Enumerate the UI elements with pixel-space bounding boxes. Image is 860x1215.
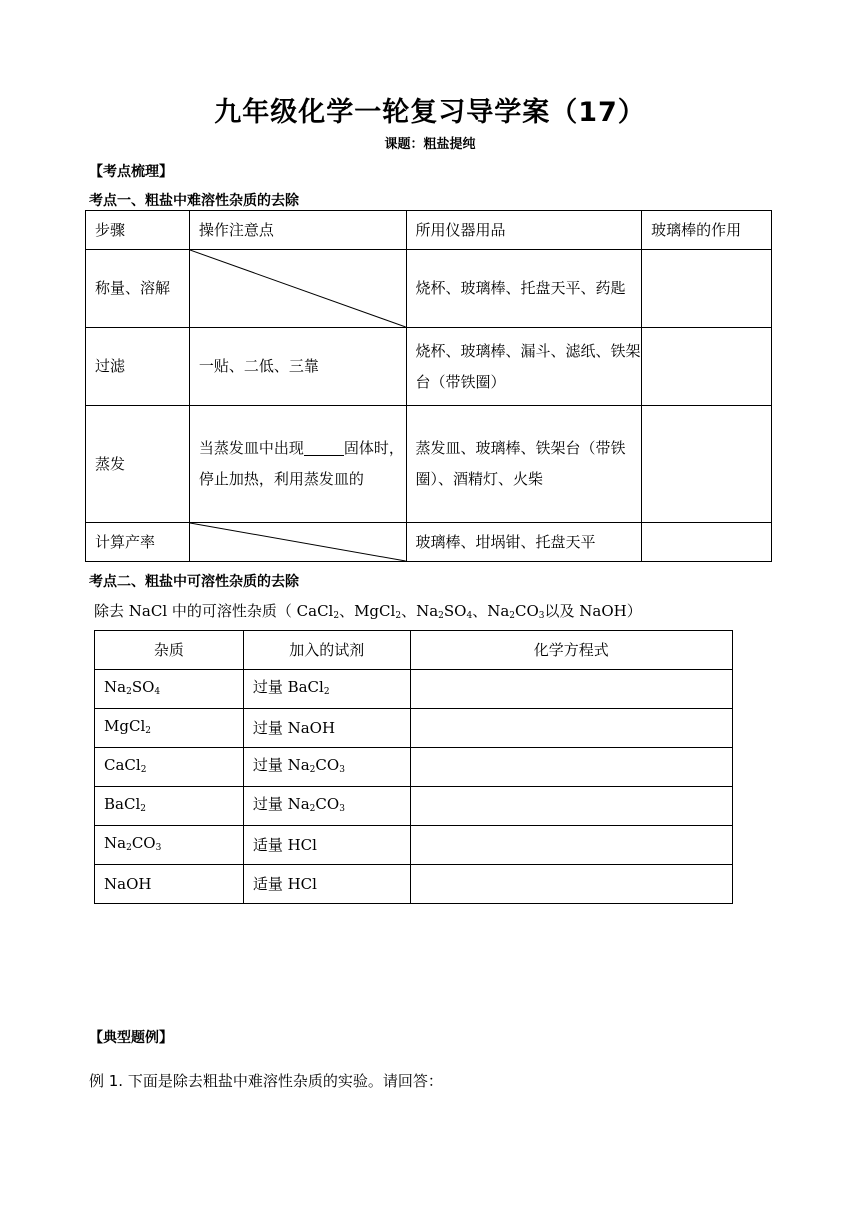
reagent-cell [243, 709, 410, 748]
reagent-subscript: 3 [339, 764, 345, 775]
rod-cell[interactable] [642, 523, 772, 562]
header-cell: 化学方程式 [410, 631, 732, 670]
header-cell: 加入的试剂 [243, 631, 410, 670]
header-cell: 所用仪器用品 [406, 211, 642, 250]
intro-text: SO [443, 602, 467, 620]
note-cell [189, 406, 406, 523]
header-cell: 玻璃棒的作用 [642, 211, 772, 250]
impurity-cell [95, 826, 244, 865]
rod-cell[interactable] [642, 328, 772, 406]
impurity-text: MgCl [104, 716, 146, 735]
soluble-impurity-table [94, 630, 733, 904]
example-1-text: 例 1. 下面是除去粗盐中难溶性杂质的实验。请回答： [89, 1072, 443, 1090]
step-cell: 过滤 [86, 328, 190, 406]
impurity-text: SO [131, 677, 155, 696]
reagent-cell [243, 748, 410, 787]
intro-subscript: 2 [333, 611, 340, 621]
reagent-text: 适量 HCl [252, 875, 317, 893]
reagent-text: CO [315, 755, 340, 774]
impurity-subscript: 2 [145, 725, 151, 736]
intro-text: 、Na [472, 602, 510, 620]
diagonal-blank-cell [189, 523, 406, 562]
intro-text: CO [515, 602, 539, 620]
reagent-cell [243, 670, 410, 709]
impurity-subscript: 2 [126, 686, 132, 697]
impurity-cell [95, 865, 244, 904]
table-row [86, 328, 772, 406]
tools-cell: 玻璃棒、坩埚钳、托盘天平 [406, 523, 642, 562]
reagent-cell [243, 865, 410, 904]
table-row [86, 250, 772, 328]
table-header-row [95, 631, 733, 670]
note-text: 固体时，停止加热，利用蒸发皿的 [198, 439, 404, 488]
impurity-subscript: 4 [154, 686, 161, 697]
reagent-text: 过量 Na [252, 794, 310, 813]
impurity-text: Na [104, 677, 127, 696]
intro-subscript: 2 [395, 611, 402, 621]
table-row [95, 670, 733, 709]
equation-cell[interactable] [410, 787, 732, 826]
table-row [86, 523, 772, 562]
impurity-subscript: 2 [140, 764, 147, 775]
rod-cell[interactable] [642, 406, 772, 523]
table-header-row [86, 211, 772, 250]
point2-heading: 考点二、粗盐中可溶性杂质的去除 [89, 574, 299, 590]
fill-in-blank[interactable] [304, 439, 344, 456]
impurity-text: NaOH [104, 875, 152, 893]
reagent-text: 过量 NaOH [252, 719, 336, 737]
equation-cell[interactable] [410, 748, 732, 787]
note-text: 当蒸发皿中出现 [198, 439, 304, 457]
point2-intro [94, 600, 642, 621]
reagent-text: CO [315, 794, 340, 813]
impurity-subscript: 2 [126, 842, 132, 853]
table-row [95, 826, 733, 865]
equation-cell[interactable] [410, 709, 732, 748]
table-row [95, 865, 733, 904]
intro-subscript: 2 [438, 611, 444, 621]
tools-cell: 蒸发皿、玻璃棒、铁架台（带铁圈）、酒精灯、火柴 [406, 406, 642, 523]
impurity-subscript: 2 [140, 803, 146, 814]
intro-text: 以及 NaOH） [544, 602, 642, 620]
reagent-text: 过量 BaCl [252, 677, 324, 696]
equation-cell[interactable] [410, 826, 732, 865]
table-row [95, 709, 733, 748]
intro-text: 、Na [401, 602, 439, 620]
step-cell: 称量、溶解 [86, 250, 190, 328]
diagonal-blank-cell [189, 250, 406, 328]
intro-subscript: 3 [538, 611, 545, 621]
impurity-subscript: 3 [155, 842, 162, 853]
point1-heading: 考点一、粗盐中难溶性杂质的去除 [89, 193, 299, 209]
intro-text: 、MgCl [339, 602, 396, 620]
intro-subscript: 4 [466, 611, 473, 621]
tools-cell: 烧杯、玻璃棒、漏斗、滤纸、铁架台（带铁圈） [406, 328, 642, 406]
note-cell: 一贴、二低、三靠 [189, 328, 406, 406]
diagonal-line [190, 250, 406, 327]
equation-cell[interactable] [410, 865, 732, 904]
diagonal-line [190, 523, 406, 561]
impurity-text: CaCl [104, 755, 141, 774]
impurity-cell [95, 787, 244, 826]
page-title: 九年级化学一轮复习导学案（17） [214, 97, 646, 128]
intro-subscript: 2 [509, 611, 515, 621]
impurity-text: CO [131, 833, 156, 852]
section-review-heading: 【考点梳理】 [89, 164, 173, 180]
step-cell: 计算产率 [86, 523, 190, 562]
step-cell: 蒸发 [86, 406, 190, 523]
reagent-text: 过量 Na [252, 755, 310, 774]
reagent-subscript: 3 [339, 803, 345, 814]
reagent-subscript: 2 [309, 803, 316, 814]
equation-cell[interactable] [410, 670, 732, 709]
header-cell: 步骤 [86, 211, 190, 250]
table-row [86, 406, 772, 523]
reagent-cell [243, 826, 410, 865]
header-cell: 操作注意点 [189, 211, 406, 250]
reagent-text: 适量 HCl [252, 836, 317, 854]
header-cell: 杂质 [95, 631, 244, 670]
tools-cell: 烧杯、玻璃棒、托盘天平、药匙 [406, 250, 642, 328]
intro-text: 除去 NaCl 中的可溶性杂质（ CaCl [94, 602, 334, 620]
reagent-cell [243, 787, 410, 826]
insoluble-impurity-table [85, 210, 772, 562]
impurity-text: Na [104, 833, 127, 852]
table-row [95, 748, 733, 787]
impurity-cell [95, 709, 244, 748]
impurity-cell [95, 748, 244, 787]
impurity-cell [95, 670, 244, 709]
section-examples-heading: 【典型题例】 [89, 1030, 173, 1046]
page-subtitle: 课题：粗盐提纯 [384, 137, 476, 152]
table-row [95, 787, 733, 826]
rod-cell[interactable] [642, 250, 772, 328]
impurity-text: BaCl [104, 794, 141, 813]
reagent-subscript: 2 [323, 686, 330, 697]
reagent-subscript: 2 [309, 764, 316, 775]
